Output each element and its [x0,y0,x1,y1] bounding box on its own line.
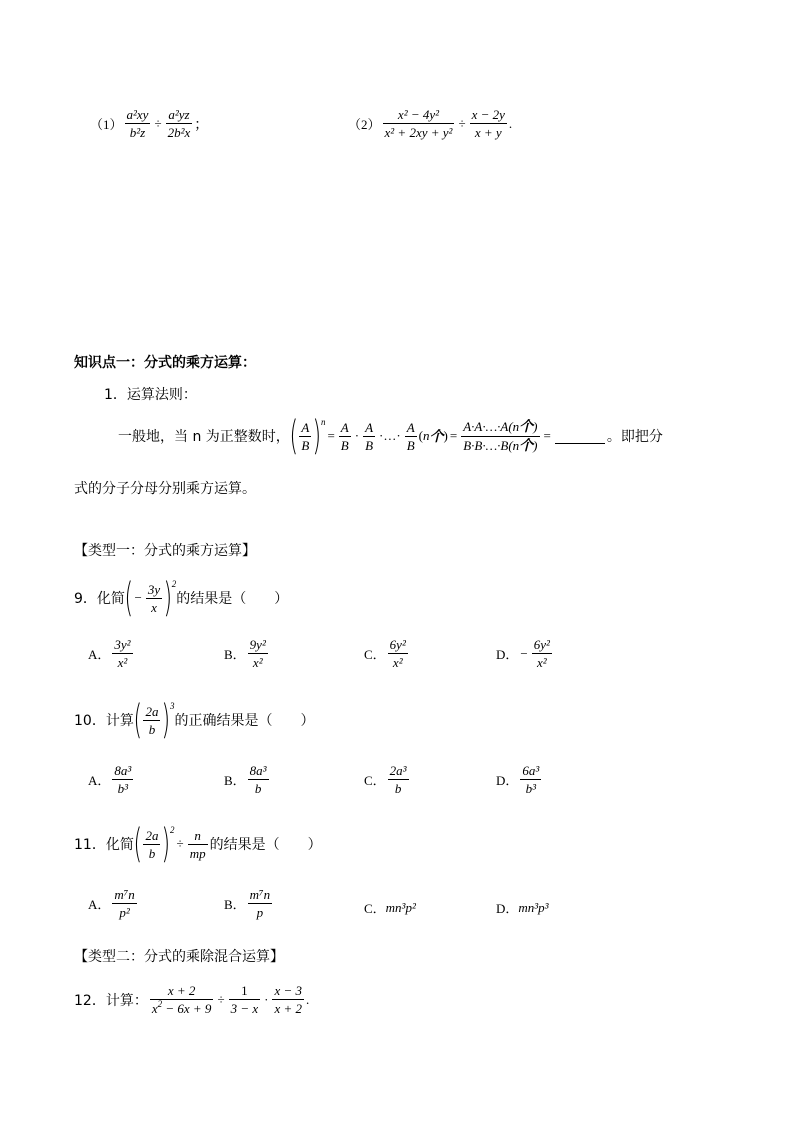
rule-label: 1．运算法则： [104,387,197,403]
q11-prefix: 11．化简 [74,837,134,853]
q9-option-d: D． − $\frac{\text{6y²}}{\text{x²}}$ [496,637,550,670]
problem-1: （1） $\frac{\text{a²xy}}{\text{b²z}}$ ÷ $\frac{\text{a²yz}}{\text{2b²x}}$ ； [90,107,209,140]
problem-2-fraction-1: $\frac{\text{x² − 4y²}}{\text{x² + 2xy + y²}}$ [384,107,453,140]
q12-expression: $\frac{x + 2}{x^2 - 6x + 9}$ ÷ $\frac{1}{3 - x}$ · $\frac{x - 3}{x + 2}$ . [151,983,310,1016]
rule-line [118,413,663,459]
q11-option-c: C． mn³p² [364,899,416,916]
q11-option-a: A． $\frac{\text{m⁷n}}{\text{p²}}$ [88,887,135,920]
q9-option-a: A． $\frac{\text{3y²}}{\text{x²}}$ [88,637,131,670]
q11-option-b: B． $\frac{\text{m⁷n}}{p}$ [224,887,271,920]
question-11 [74,821,322,867]
question-9 [74,575,289,621]
question-10 [74,697,315,743]
q9-expression: ( − $\frac{3y}{x}$ ) $^2$ [124,575,177,621]
rule-suffix: 。即把分 [606,429,663,445]
problem-2-label: （2） [348,117,381,132]
q9-option-b: B． $\frac{\text{9y²}}{\text{x²}}$ [224,637,266,670]
q12-prefix: 12．计算： [74,992,148,1009]
question-12 [74,982,309,1017]
answer-blank [555,429,605,444]
q11-expression: ( $\frac{2a}{b}$ ) $^2$ ÷ $\frac{n}{mp}$ [133,821,206,867]
problem-1-label: （1） [90,117,123,132]
rule-prefix: 一般地，当 n 为正整数时， [118,429,290,445]
q9-prefix: 9．化简 [74,591,125,607]
q10-option-d: D． $\frac{\text{6a³}}{\text{b³}}$ [496,763,540,796]
problem-1-fraction-1: $\frac{\text{a²xy}}{\text{b²z}}$ [126,107,149,140]
problem-1-fraction-2: $\frac{\text{a²yz}}{\text{2b²x}}$ [167,107,191,140]
q11-option-d: D． mn³p³ [496,899,549,916]
q11-suffix: 的结果是（ ） [209,837,322,853]
q10-option-a: A． $\frac{\text{8a³}}{\text{b³}}$ [88,763,132,796]
q9-option-c: C． $\frac{\text{6y²}}{\text{x²}}$ [364,637,406,670]
rule-line-2: 式的分子分母分别乘方运算。 [74,481,256,497]
problem-2-fraction-2: $\frac{x - 2y}{x + y}$ [471,107,505,140]
q10-expression: ( $\frac{2a}{b}$ ) $^3$ [133,697,175,743]
q9-suffix: 的结果是（ ） [176,591,289,607]
type1-title: 【类型一：分式的乘方运算】 [74,543,256,559]
rule-formula: ( $\frac{A}{B}$ ) $^n$ = $\frac{A}{B}$ · $\frac{A}{B}$ ·…· $\frac{A}{B}$ ( n 个 ) = $\frac{\text{A·A·…·A(n个)}}{\text{B·B·…·B(n个)}}$ = [289,413,551,459]
q10-option-c: C． $\frac{\text{2a³}}{b}$ [364,763,407,796]
problem-2: （2） $\frac{\text{x² − 4y²}}{\text{x² + 2xy + y²}}$ ÷ $\frac{x - 2y}{x + y}$ . [348,107,513,140]
q10-suffix: 的正确结果是（ ） [174,713,315,729]
q10-option-b: B． $\frac{\text{8a³}}{b}$ [224,763,267,796]
section-title: 知识点一：分式的乘方运算： [74,355,256,371]
q10-prefix: 10．计算 [74,713,134,729]
type2-title: 【类型二：分式的乘除混合运算】 [74,949,284,965]
